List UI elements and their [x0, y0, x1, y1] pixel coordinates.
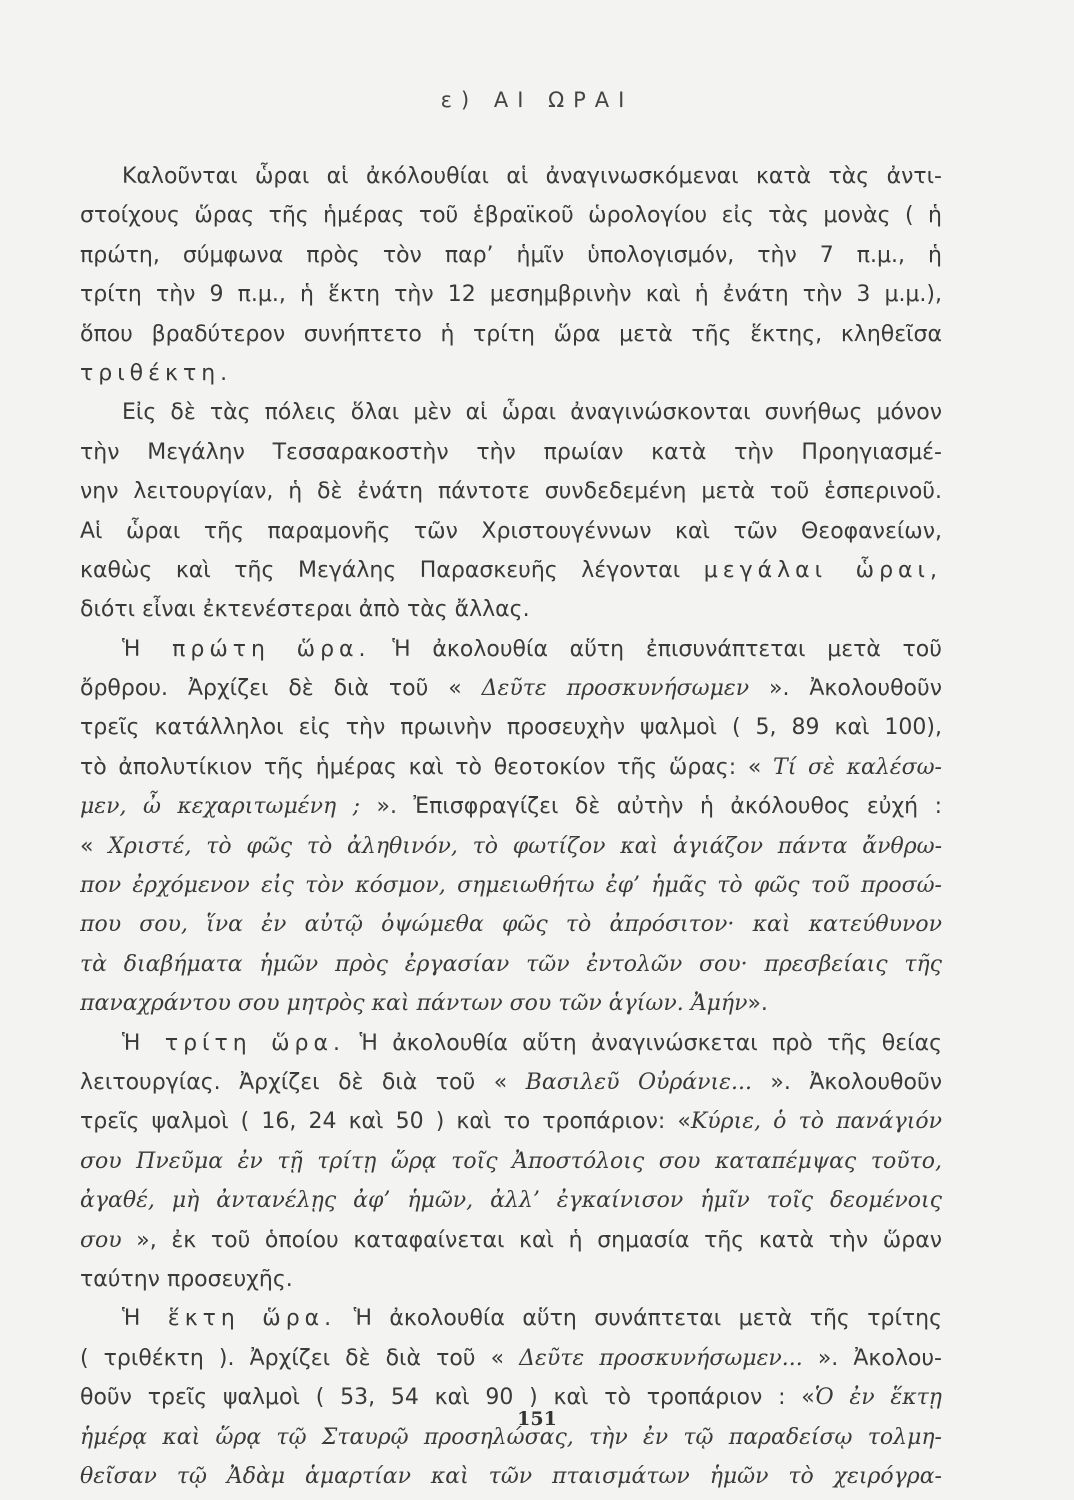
- italic-quote: σου: [80, 1227, 122, 1253]
- text-line: [80, 551, 942, 590]
- text-run: », ἐκ τοῦ ὁποίου καταφαίνεται καὶ ἡ σημασία τῆς κατὰ τὴν ὥραν: [121, 1227, 942, 1253]
- text-run: ». Ἐπισφραγίζει δὲ αὐτὴν ἡ ἀκόλουθος εὐχή :: [360, 794, 942, 820]
- italic-quote: παναχράντου σου μητρὸς καὶ πάντων σου τῶν ἁγίων. Ἀμήν: [80, 991, 748, 1017]
- page-number: 151: [517, 1408, 557, 1430]
- italic-quote: τὰ διαβήματα ἡμῶν πρὸς ἐργασίαν τῶν ἐντολῶν σου· πρεσβείαις τῆς: [80, 951, 942, 977]
- text-line: [80, 1260, 942, 1299]
- italic-quote: Δεῦτε προσκυνήσωμεν: [481, 676, 750, 702]
- italic-quote: μεν, ὦ κεχαριτωμένη ;: [80, 794, 361, 820]
- text-line: [80, 590, 942, 629]
- italic-quote: Δεῦτε προσκυνήσωμεν...: [519, 1345, 803, 1371]
- text-line: [80, 905, 942, 944]
- text-line: [80, 157, 942, 196]
- italic-quote: Βασιλεῦ Οὐράνιε...: [525, 1069, 752, 1095]
- text-run: τρεῖς κατάλληλοι εἰς τὴν πρωινὴν προσευχὴν ψαλμοὶ ( 5, 89 καὶ 100),: [80, 715, 942, 741]
- text-line: [80, 945, 942, 984]
- text-line: [80, 512, 942, 551]
- text-run: Ἡ ἀκολουθία αὕτη συνάπτεται μετὰ τῆς τρίτης: [336, 1306, 942, 1332]
- text-line: [80, 866, 942, 905]
- text-run: Αἱ ὧραι τῆς παραμονῆς τῶν Χριστουγέννων καὶ τῶν Θεοφανείων,: [80, 518, 942, 544]
- text-run: τὴν Μεγάλην Τεσσαρακοστὴν τὴν πρωίαν κατὰ τὴν Προηγιασμέ-: [80, 439, 942, 465]
- text-run: τρεῖς ψαλμοὶ ( 16, 24 καὶ 50 ) καὶ το τροπάριον: «: [80, 1109, 691, 1135]
- text-line: [80, 472, 942, 511]
- text-run: Ἡ ἀκολουθία αὕτη ἀναγινώσκεται πρὸ τῆς θείας: [345, 1030, 942, 1056]
- text-line: [80, 748, 942, 787]
- text-run: «: [80, 833, 109, 859]
- text-line: [80, 1457, 942, 1496]
- text-run: τὸ ἀπολυτίκιον τῆς ἡμέρας καὶ τὸ θεοτοκίον τῆς ὥρας: «: [80, 754, 774, 780]
- italic-quote: ἀγαθέ, μὴ ἀντανέλῃς ἀφ’ ἡμῶν, ἀλλ’ ἐγκαίνισον ἡμῖν τοῖς δεομένοις: [80, 1188, 942, 1214]
- text-line: [80, 236, 942, 275]
- spaced-term: τριθέκτη.: [80, 360, 233, 386]
- text-run: ». Ἀκολουθοῦν: [751, 1069, 942, 1095]
- text-line: [80, 315, 942, 354]
- text-line: [80, 984, 942, 1023]
- text-run: Εἰς δὲ τὰς πόλεις ὅλαι μὲν αἱ ὧραι ἀναγινώσκονται συνήθως μόνον: [122, 400, 942, 426]
- spaced-term: Ἡ τρίτη ὥρα.: [122, 1030, 346, 1056]
- text-line: [80, 1221, 942, 1260]
- italic-quote: ἡμέρᾳ καὶ ὥρᾳ τῷ Σταυρῷ προσηλώσας, τὴν ἐν τῷ παραδείσῳ τολμη-: [80, 1424, 942, 1450]
- text-run: ὅπου βραδύτερον συνήπτετο ἡ τρίτη ὥρα μετὰ τῆς ἕκτης, κληθεῖσα: [80, 321, 942, 347]
- text-line: [80, 1142, 942, 1181]
- italic-quote: Τί σὲ καλέσω-: [773, 754, 942, 780]
- italic-quote: θεῖσαν τῷ Ἀδὰμ ἁμαρτίαν καὶ τῶν πταισμάτων ἡμῶν τὸ χειρόγρα-: [80, 1463, 942, 1489]
- italic-quote: Κύριε, ὁ τὸ πανάγιόν: [690, 1109, 942, 1135]
- italic-quote: πον ἐρχόμενον εἰς τὸν κόσμον, σημειωθήτω ἐφ’ ἡμᾶς τὸ φῶς τοῦ προσώ-: [80, 873, 942, 899]
- text-line: [80, 669, 942, 708]
- text-run: λειτουργίας. Ἀρχίζει δὲ διὰ τοῦ «: [80, 1069, 526, 1095]
- text-run: πρώτη, σύμφωνα πρὸς τὸν παρ’ ἡμῖν ὑπολογισμόν, τὴν 7 π.μ., ἡ: [80, 242, 942, 268]
- text-line: [80, 1024, 942, 1063]
- text-line: [80, 1181, 942, 1220]
- text-line: [80, 1299, 942, 1338]
- text-run: τρίτη τὴν 9 π.μ., ἡ ἕκτη τὴν 12 μεσημβρινὴν καὶ ἡ ἐνάτη τὴν 3 μ.μ.),: [80, 282, 942, 308]
- text-line: [80, 275, 942, 314]
- text-run: στοίχους ὥρας τῆς ἡμέρας τοῦ ἑβραϊκοῦ ὡρολογίου εἰς τὰς μονὰς ( ἡ: [80, 203, 942, 229]
- text-run: διότι εἶναι ἐκτενέστεραι ἀπὸ τὰς ἄλλας.: [80, 597, 530, 623]
- text-line: [80, 196, 942, 235]
- text-run: Καλοῦνται ὧραι αἱ ἀκόλουθίαι αἱ ἀναγινωσκόμεναι κατὰ τὰς ἀντι-: [122, 164, 942, 189]
- text-line: [80, 1063, 942, 1102]
- text-line: [80, 827, 942, 866]
- text-run: ». Ἀκολουθοῦν: [749, 676, 942, 702]
- spaced-term: Ἡ ἕκτη ὥρα.: [122, 1306, 337, 1332]
- text-run: θοῦν τρεῖς ψαλμοὶ ( 53, 54 καὶ 90 ) καὶ τὸ τροπάριον : «: [80, 1385, 815, 1411]
- text-run: νην λειτουργίαν, ἡ δὲ ἐνάτη πάντοτε συνδεδεμένη μετὰ τοῦ ἑσπερινοῦ.: [80, 479, 942, 505]
- italic-quote: Χριστέ, τὸ φῶς τὸ ἀληθινόν, τὸ φωτίζον καὶ ἁγιάζον πάντα ἄνθρω-: [108, 833, 942, 859]
- italic-quote: που σου, ἵνα ἐν αὐτῷ ὀψώμεθα φῶς τὸ ἀπρόσιτον· καὶ κατεύθυνον: [80, 912, 942, 938]
- text-run: Ἡ ἀκολουθία αὕτη ἐπισυνάπτεται μετὰ τοῦ: [370, 636, 942, 662]
- text-run: ὄρθρου. Ἀρχίζει δὲ διὰ τοῦ «: [80, 676, 482, 702]
- text-run: ( τριθέκτη ). Ἀρχίζει δὲ διὰ τοῦ «: [80, 1345, 520, 1371]
- text-run: καθὼς καὶ τῆς Μεγάλης Παρασκευῆς λέγονται: [80, 557, 704, 583]
- text-line: [80, 433, 942, 472]
- text-run: ».: [747, 991, 768, 1017]
- spaced-term: Ἡ πρώτη ὥρα.: [122, 636, 371, 662]
- italic-quote: Ὁ ἐν ἕκτῃ: [814, 1385, 942, 1411]
- text-line: [80, 630, 942, 669]
- spaced-term: μεγάλαι ὧραι,: [703, 557, 942, 583]
- text-line: [80, 787, 942, 826]
- text-line: [80, 708, 942, 747]
- text-line: [80, 393, 942, 432]
- italic-quote: σου Πνεῦμα ἐν τῇ τρίτῃ ὥρᾳ τοῖς Ἀποστόλοις σου καταπέμψας τοῦτο,: [80, 1148, 942, 1174]
- text-line: [80, 354, 942, 393]
- text-run: ». Ἀκολου-: [802, 1345, 942, 1371]
- section-heading: ε) ΑΙ ΩΡΑΙ: [440, 88, 634, 112]
- text-run: ταύτην προσευχῆς.: [80, 1266, 293, 1292]
- body-text: [80, 157, 942, 1496]
- text-line: [80, 1339, 942, 1378]
- text-line: [80, 1102, 942, 1141]
